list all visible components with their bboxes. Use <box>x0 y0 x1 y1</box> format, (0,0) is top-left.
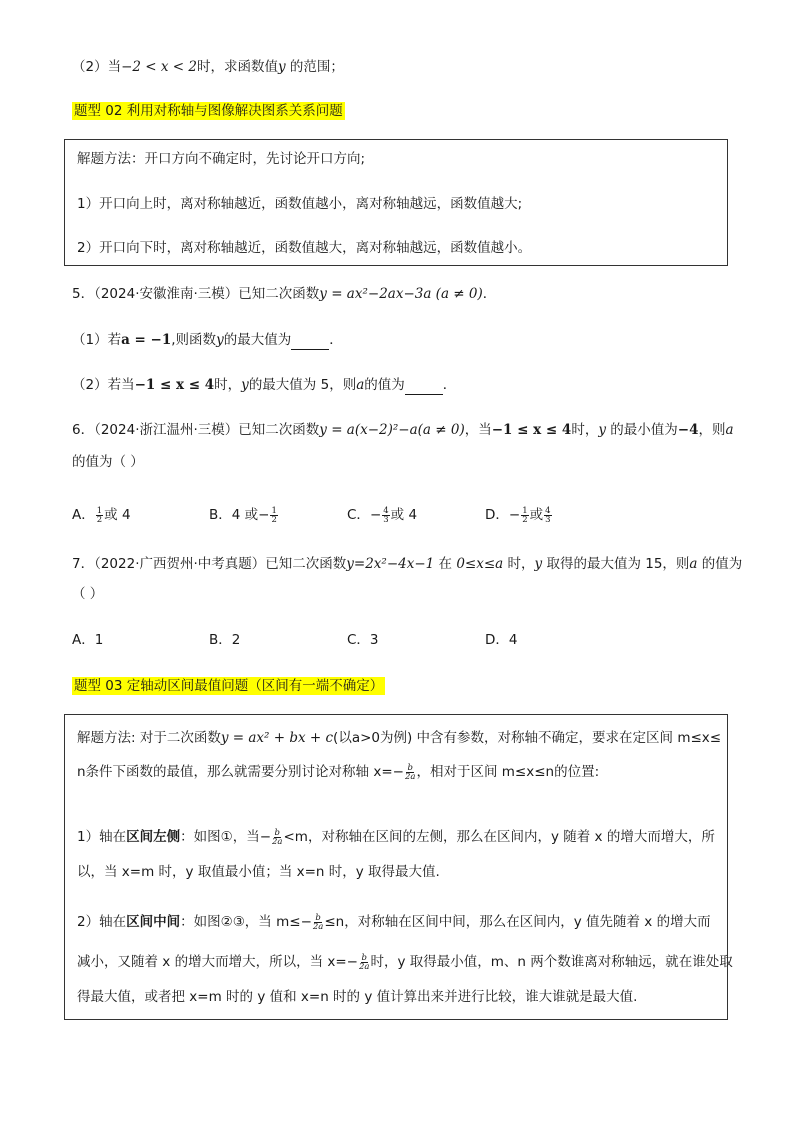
q6-b-den: 2 <box>271 514 277 525</box>
q7-option-a[interactable]: A．1 <box>72 632 104 648</box>
box2-l5-tail: ≤n，对称轴在区间中间，那么在区间内，y 值先随着 x 的增大而 <box>324 914 711 930</box>
q5-part1 <box>72 330 343 350</box>
box2-l6-num: b <box>361 952 367 963</box>
q6-c-num: 4 <box>383 505 389 516</box>
q6-option-d[interactable] <box>485 505 553 525</box>
q6-option-d-neg: − <box>508 507 521 523</box>
q6-a-den: 2 <box>96 514 103 525</box>
q6-min-value: −4 <box>677 422 699 438</box>
q6-head: 6．（2024·浙江温州·三模）已知二次函数 <box>72 422 320 438</box>
box2-l6-den: 2a <box>358 961 370 972</box>
q6-option-c-tail: 或 4 <box>390 507 418 523</box>
box2-l1-equation: y = ax² + bx + c <box>220 730 334 746</box>
method-box-1 <box>64 139 728 266</box>
box2-l2-num: b <box>407 762 413 773</box>
q5-p2-ask: 的值为 <box>364 377 405 393</box>
box2-l2-text: ，相对于区间 m≤x≤n的位置: <box>416 764 600 780</box>
q5-p1-text: ,则函数 <box>171 332 217 348</box>
q6-option-a-fraction <box>96 507 103 524</box>
q6-range: −1 ≤ x ≤ 4 <box>491 422 572 438</box>
q6-option-c[interactable] <box>347 505 417 525</box>
q6-text4: ，则 <box>698 422 726 438</box>
q6-option-c-label: C． <box>347 507 370 523</box>
type02-heading <box>72 101 345 121</box>
box2-l6-tail: 时，y 取得最小值，m、n 两个数谁离对称轴远，就在谁处取 <box>370 954 733 970</box>
box2-l5-fraction <box>313 914 323 931</box>
box2-line4: 以，当 x=m 时，y 取值最小值；当 x=n 时，y 取得最大值. <box>77 864 440 880</box>
q5-p1-var: y <box>216 332 224 348</box>
q5-p2-text2: 的最大值为 5，则 <box>248 377 357 393</box>
box2-l5-neg: − <box>300 914 312 930</box>
type03-title: 题型 03 定轴动区间最值问题（区间有一端不确定） <box>74 678 384 694</box>
box2-l3-fraction <box>272 829 282 846</box>
q6-option-d-fraction1 <box>521 507 528 524</box>
q5-p1-condition: a = −1 <box>121 332 172 348</box>
q6-option-a[interactable] <box>72 505 131 525</box>
q6-option-c-neg: − <box>369 507 382 523</box>
box2-l3-bold: 区间左侧 <box>126 829 181 845</box>
type03-heading <box>72 676 385 696</box>
q6-c-den: 3 <box>383 514 389 525</box>
box2-l3-text: ：如图①，当 <box>180 829 260 845</box>
q6-option-d-mid: 或 <box>529 507 544 523</box>
box2-l3-neg: − <box>259 829 272 845</box>
q7-equation: y=2x²−4x−1 <box>346 556 435 572</box>
q6-option-d-label: D． <box>485 507 509 523</box>
q6-d-num2: 4 <box>545 505 551 516</box>
box2-l5-text: ：如图②③，当 m≤ <box>180 914 301 930</box>
q6-option-c-fraction <box>382 507 389 524</box>
q7-option-c[interactable]: C．3 <box>347 632 379 648</box>
q6-text3: 的最小值为 <box>605 422 678 438</box>
q6-option-b-neg: − <box>258 507 270 523</box>
box2-l6-neg: − <box>346 954 358 970</box>
box2-line6 <box>77 952 733 972</box>
q5-part2 <box>72 375 456 395</box>
box2-line2 <box>77 762 599 782</box>
q6-d-den1: 2 <box>522 514 528 525</box>
q6-option-a-tail: 或 4 <box>104 507 131 523</box>
box2-line5 <box>77 912 711 932</box>
box2-l2-den: 2a <box>404 771 416 782</box>
box2-l1-prefix: 解题方法: 对于二次函数 <box>77 730 221 746</box>
q5-p1-blank[interactable] <box>291 335 329 350</box>
box2-l2-neg: − <box>392 764 404 780</box>
q6-d-num1: 1 <box>522 505 528 516</box>
q7-text1: 在 <box>434 556 457 572</box>
q6-option-b[interactable] <box>209 505 279 525</box>
q5-p2-var-a: a <box>356 377 365 393</box>
q6-stem <box>72 420 734 440</box>
q6-equation: y = a(x−2)²−a(a ≠ 0) <box>319 422 465 438</box>
q7-stem-line2: （ ） <box>72 586 104 602</box>
q4-part2-suffix: 的范围； <box>285 59 344 75</box>
q6-option-a-label: A． <box>72 507 95 523</box>
box2-l5-bold: 区间中间 <box>126 914 181 930</box>
q6-text2: 时， <box>571 422 599 438</box>
q4-part2-text: 时，求函数值 <box>197 59 278 75</box>
box1-line1: 解题方法：开口方向不确定时，先讨论开口方向; <box>77 151 366 167</box>
box2-line3 <box>77 827 715 847</box>
q6-var-y: y <box>598 422 606 438</box>
q6-a-num: 1 <box>96 505 103 516</box>
q5-head: 5．（2024·安徽淮南·三模）已知二次函数 <box>72 286 320 302</box>
type02-title: 题型 02 利用对称轴与图像解决图系关系问题 <box>74 103 343 119</box>
box2-l3-tail: <m，对称轴在区间的左侧，那么在区间内，y 随着 x 的增大而增大，所 <box>283 829 715 845</box>
q6-option-b-fraction <box>270 507 277 524</box>
q7-tail: 的值为 <box>697 556 743 572</box>
q5-p2-prefix: （2）若当 <box>72 377 135 393</box>
q5-p1-ask: 的最大值为 <box>223 332 292 348</box>
q7-text3: 取得的最大值为 15，则 <box>542 556 690 572</box>
q7-option-d[interactable]: D．4 <box>485 632 518 648</box>
q5-tail: ． <box>482 286 497 302</box>
box2-l3-prefix: 1）轴在 <box>77 829 127 845</box>
box2-line1 <box>77 728 721 748</box>
q5-p1-end: ． <box>329 332 343 348</box>
q5-p2-blank[interactable] <box>405 380 443 395</box>
method-box-2 <box>64 714 733 1020</box>
q6-var-a: a <box>725 422 734 438</box>
q7-range: 0≤x≤a <box>456 556 504 572</box>
q7-text2: 时， <box>503 556 535 572</box>
q6-d-den2: 3 <box>545 514 551 525</box>
q5-p2-text: 时， <box>214 377 242 393</box>
q4-part2-var: y <box>278 59 286 75</box>
q7-var-y: y <box>534 556 543 572</box>
box2-l5-num: b <box>315 912 321 923</box>
q6-option-d-fraction2 <box>544 507 551 524</box>
q5-stem <box>72 284 496 304</box>
box2-l6-fraction <box>359 954 369 971</box>
box2-l3-num: b <box>274 827 280 838</box>
q6-b-num: 1 <box>271 505 277 516</box>
box2-l3-den: 2a <box>272 836 283 847</box>
q5-equation: y = ax²−2ax−3a (a ≠ 0) <box>319 286 483 302</box>
box2-l5-prefix: 2）轴在 <box>77 914 127 930</box>
box1-line3: 2）开口向下时，离对称轴越近，函数值越大，离对称轴越远，函数值越小。 <box>77 240 532 256</box>
q4-part2-range: −2 < x < 2 <box>121 59 197 75</box>
q5-p2-end: ． <box>442 377 457 393</box>
box1-line2: 1）开口向上时，离对称轴越近，函数值越小，离对称轴越远，函数值越大; <box>77 196 523 212</box>
q7-head: 7．（2022·广西贺州·中考真题）已知二次函数 <box>72 556 347 572</box>
q6-stem-line2: 的值为（ ） <box>72 454 144 470</box>
q7-var-a: a <box>689 556 698 572</box>
q7-stem <box>72 554 742 574</box>
q5-p2-range: −1 ≤ x ≤ 4 <box>134 377 215 393</box>
q5-p2-var-y: y <box>241 377 249 393</box>
box2-line7: 得最大值，或者把 x=m 时的 y 值和 x=n 时的 y 值计算出来并进行比较，谁大谁就是最大值. <box>77 989 638 1005</box>
q4-part2-line <box>72 57 344 77</box>
box2-l1-text: (以a>0为例) 中含有参数，对称轴不确定，要求在定区间 m≤x≤ <box>333 730 722 746</box>
q6-option-b-label: B．4 或 <box>209 507 259 523</box>
q5-p1-prefix: （1）若 <box>72 332 122 348</box>
q7-option-b[interactable]: B．2 <box>209 632 241 648</box>
box2-l5-den: 2a <box>312 921 324 932</box>
q6-text1: ，当 <box>464 422 492 438</box>
box2-l6-prefix: 减小，又随着 x 的增大而增大，所以，当 x= <box>77 954 347 970</box>
box2-l2-prefix: n条件下函数的最值，那么就需要分别讨论对称轴 x= <box>77 764 393 780</box>
box2-l2-fraction <box>405 764 415 781</box>
q4-part2-prefix: （2）当 <box>72 59 122 75</box>
